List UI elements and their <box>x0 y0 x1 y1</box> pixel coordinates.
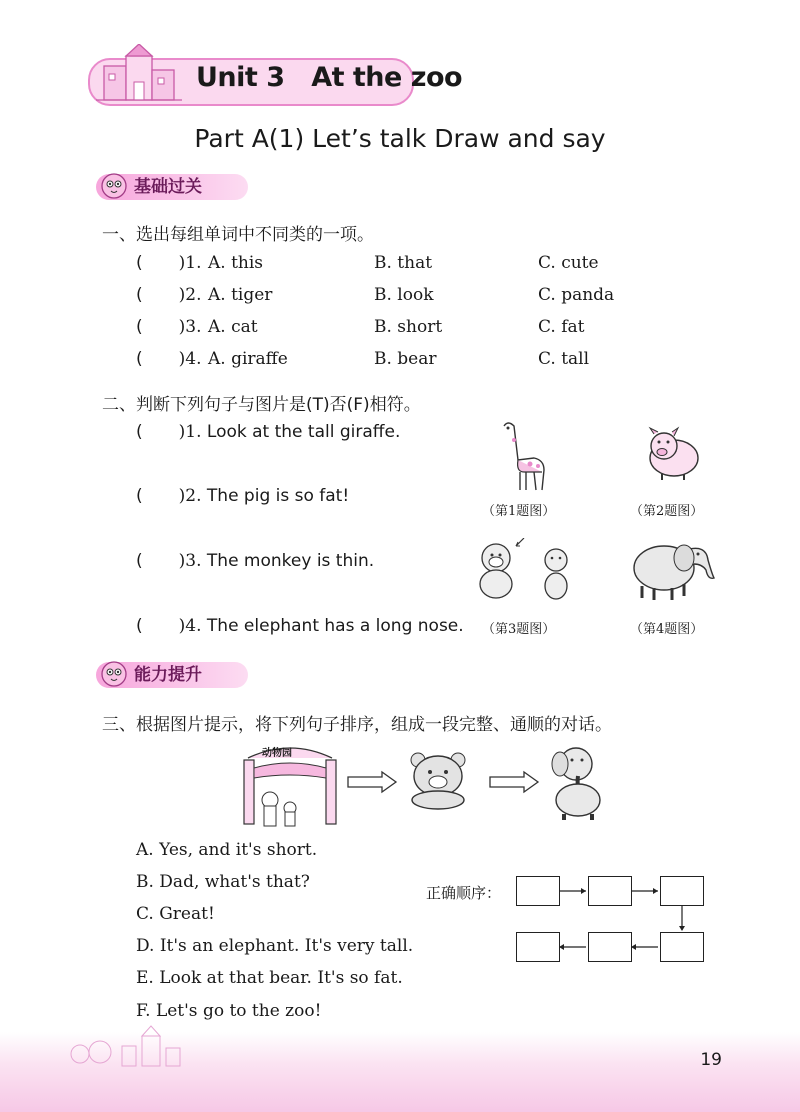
owl-face-icon <box>100 172 128 200</box>
q1-title: 一、选出每组单词中不同类的一项。 <box>102 225 374 245</box>
monkeys-picture <box>472 538 582 604</box>
q1-option-b: B. that <box>374 253 433 273</box>
q2-item-text: The monkey is thin. <box>206 551 375 571</box>
bear-picture <box>406 750 470 810</box>
q1-item-num: )2. <box>178 285 202 305</box>
q2-item-num: )2. <box>178 486 202 506</box>
elephant-picture-2 <box>540 742 612 822</box>
q2-item-2: ( )2. The pig is so fat! <box>136 486 350 506</box>
zoo-sign: 动物园 <box>262 748 292 759</box>
sentence-f: F. Let's go to the zoo! <box>136 1001 322 1021</box>
q2-title: 二、判断下列句子与图片是(T)否(F)相符。 <box>102 395 421 415</box>
q2-item-text: The pig is so fat! <box>206 486 350 506</box>
q2-item-3: ( )3. The monkey is thin. <box>136 551 375 571</box>
castle-icon <box>96 44 182 104</box>
q1-item-1: ( )1. <box>136 253 202 273</box>
caption-3: （第3题图） <box>482 622 556 637</box>
q2-item-num: )3. <box>178 551 202 571</box>
q2-item-num: )4. <box>178 616 202 636</box>
q2-item-num: )1. <box>178 422 202 442</box>
q1-item-num: )4. <box>178 349 202 369</box>
caption-2: （第2题图） <box>630 504 704 519</box>
sentence-b: B. Dad, what's that? <box>136 872 310 892</box>
q1-option-a: A. cat <box>208 317 258 337</box>
q1-item-num: )1. <box>178 253 202 273</box>
order-label: 正确顺序： <box>426 884 502 902</box>
caption-4: （第4题图） <box>630 622 704 637</box>
arrow-right-icon <box>346 770 398 794</box>
order-arrows <box>510 870 720 970</box>
footer-castle-icon <box>66 1024 196 1068</box>
page-title: Part A(1) Let’s talk Draw and say <box>194 124 606 153</box>
q1-option-c: C. fat <box>538 317 585 337</box>
q3-title: 三、根据图片提示，将下列句子排序，组成一段完整、通顺的对话。 <box>102 715 612 735</box>
section-ability-label: 能力提升 <box>134 665 202 685</box>
q1-option-c: C. panda <box>538 285 615 305</box>
sentence-d: D. It's an elephant. It's very tall. <box>136 936 414 956</box>
q1-item-num: )3. <box>178 317 202 337</box>
unit-title: Unit 3 At the zoo <box>196 62 463 93</box>
q1-option-b: B. short <box>374 317 443 337</box>
q1-item-3: ( )3. <box>136 317 202 337</box>
section-basic-label: 基础过关 <box>134 177 202 197</box>
q1-option-b: B. look <box>374 285 434 305</box>
q1-item-4: ( )4. <box>136 349 202 369</box>
elephant-picture <box>628 534 716 602</box>
arrow-right-icon <box>488 770 540 794</box>
caption-1: （第1题图） <box>482 504 556 519</box>
sentence-a: A. Yes, and it's short. <box>136 840 318 860</box>
q2-item-1: ( )1. Look at the tall giraffe. <box>136 422 401 442</box>
q2-item-text: The elephant has a long nose. <box>206 616 464 636</box>
q2-item-text: Look at the tall giraffe. <box>206 422 401 442</box>
q1-option-c: C. cute <box>538 253 599 273</box>
owl-face-icon <box>100 660 128 688</box>
q1-item-2: ( )2. <box>136 285 202 305</box>
sentence-c: C. Great! <box>136 904 215 924</box>
page-number: 19 <box>700 1050 722 1070</box>
q1-option-c: C. tall <box>538 349 590 369</box>
pig-picture <box>640 424 706 484</box>
sentence-e: E. Look at that bear. It's so fat. <box>136 968 403 988</box>
q2-item-4: ( )4. The elephant has a long nose. <box>136 616 464 636</box>
q1-option-b: B. bear <box>374 349 437 369</box>
q1-option-a: A. giraffe <box>208 349 288 369</box>
giraffe-picture <box>494 420 554 494</box>
q1-option-a: A. this <box>208 253 264 273</box>
q1-option-a: A. tiger <box>208 285 273 305</box>
